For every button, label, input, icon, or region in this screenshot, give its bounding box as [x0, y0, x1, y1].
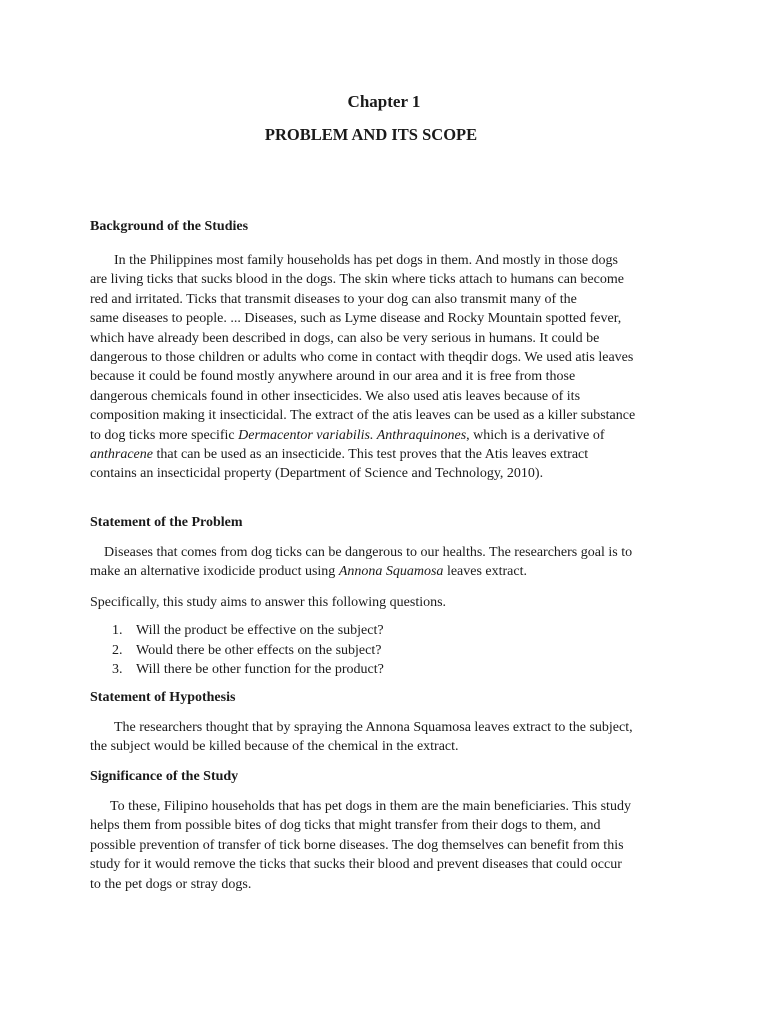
species-name: Dermacentor variabilis. Anthraquinones	[238, 427, 467, 443]
list-item	[112, 621, 672, 641]
background-line: dangerous chemicals found in other insecticides. We also used atis leaves because of its	[90, 388, 581, 404]
background-text: , which is a derivative of	[466, 427, 605, 443]
specifically-text: Specifically, this study aims to answer this following questions.	[90, 595, 447, 610]
significance-paragraph	[90, 797, 690, 894]
background-text: that can be used as an insecticide. This test proves that the Atis leaves extract	[152, 447, 589, 463]
background-line: same diseases to people. ... Diseases, such as Lyme disease and Rocky Mountain spotted fever,	[90, 311, 622, 327]
hypothesis-heading: Statement of Hypothesis	[90, 690, 236, 705]
background-line: composition making it insecticidal. The extract of the atis leaves can be used as a killer substance	[90, 408, 636, 424]
problem-line	[90, 562, 690, 581]
background-line	[90, 426, 690, 445]
problem-heading: Statement of the Problem	[90, 515, 243, 530]
list-text: Will there be other function for the product?	[136, 662, 384, 678]
significance-line: to the pet dogs or stray dogs.	[90, 876, 252, 892]
background-line: red and irritated. Ticks that transmit diseases to your dog can also transmit many of the	[90, 291, 577, 307]
background-line: are living ticks that sucks blood in the dogs. The skin where ticks attach to humans can become	[90, 272, 624, 288]
significance-line: study for it would remove the ticks that sucks their blood and prevent diseases that could occur	[90, 857, 622, 873]
list-text: Would there be other effects on the subject?	[136, 642, 382, 658]
hypothesis-line: The researchers thought that by spraying the Annona Squamosa leaves extract to the subject,	[114, 720, 633, 735]
plant-name: Annona Squamosa	[338, 564, 444, 580]
list-text: Will the product be effective on the subject?	[136, 623, 384, 638]
hypothesis-line: the subject would be killed because of the chemical in the extract.	[90, 739, 459, 755]
background-text: to dog ticks more specific	[90, 427, 239, 443]
background-heading: Background of the Studies	[90, 219, 249, 234]
chapter-title: PROBLEM AND ITS SCOPE	[264, 125, 478, 144]
compound-name: anthracene	[90, 447, 153, 463]
questions-list	[112, 621, 672, 680]
significance-line: To these, Filipino households that has pet dogs in them are the main beneficiaries. This study	[110, 799, 631, 814]
background-paragraph	[90, 251, 690, 484]
background-line	[90, 445, 690, 464]
specifically-paragraph	[90, 593, 690, 612]
list-item	[112, 660, 672, 680]
background-line: which have already been described in dogs, can also be very serious in humans. It could be	[90, 330, 600, 346]
list-number: 1.	[112, 623, 123, 638]
significance-line: possible prevention of transfer of tick borne diseases. The dog themselves can benefit from this	[90, 837, 624, 853]
problem-line: Diseases that comes from dog ticks can be dangerous to our healths. The researchers goal is to	[104, 545, 633, 560]
background-line: because it could be found mostly anywhere around in our area and it is free from those	[90, 369, 576, 385]
background-line: contains an insecticidal property (Department of Science and Technology, 2010).	[90, 466, 544, 482]
problem-text: leaves extract.	[443, 564, 527, 580]
hypothesis-paragraph	[90, 718, 690, 757]
background-line: In the Philippines most family households has pet dogs in them. And mostly in those dogs	[114, 253, 618, 268]
significance-line: helps them from possible bites of dog ticks that might transfer from their dogs to them, and	[90, 818, 601, 834]
background-line: dangerous to those children or adults who come in contact with theqdir dogs. We used atis leaves	[90, 350, 634, 366]
problem-text: make an alternative ixodicide product using	[90, 564, 339, 580]
list-number: 3.	[112, 662, 123, 678]
problem-paragraph	[90, 543, 690, 582]
chapter-label: Chapter 1	[347, 92, 421, 111]
list-number: 2.	[112, 642, 123, 658]
significance-heading: Significance of the Study	[90, 769, 239, 784]
list-item	[112, 641, 672, 661]
